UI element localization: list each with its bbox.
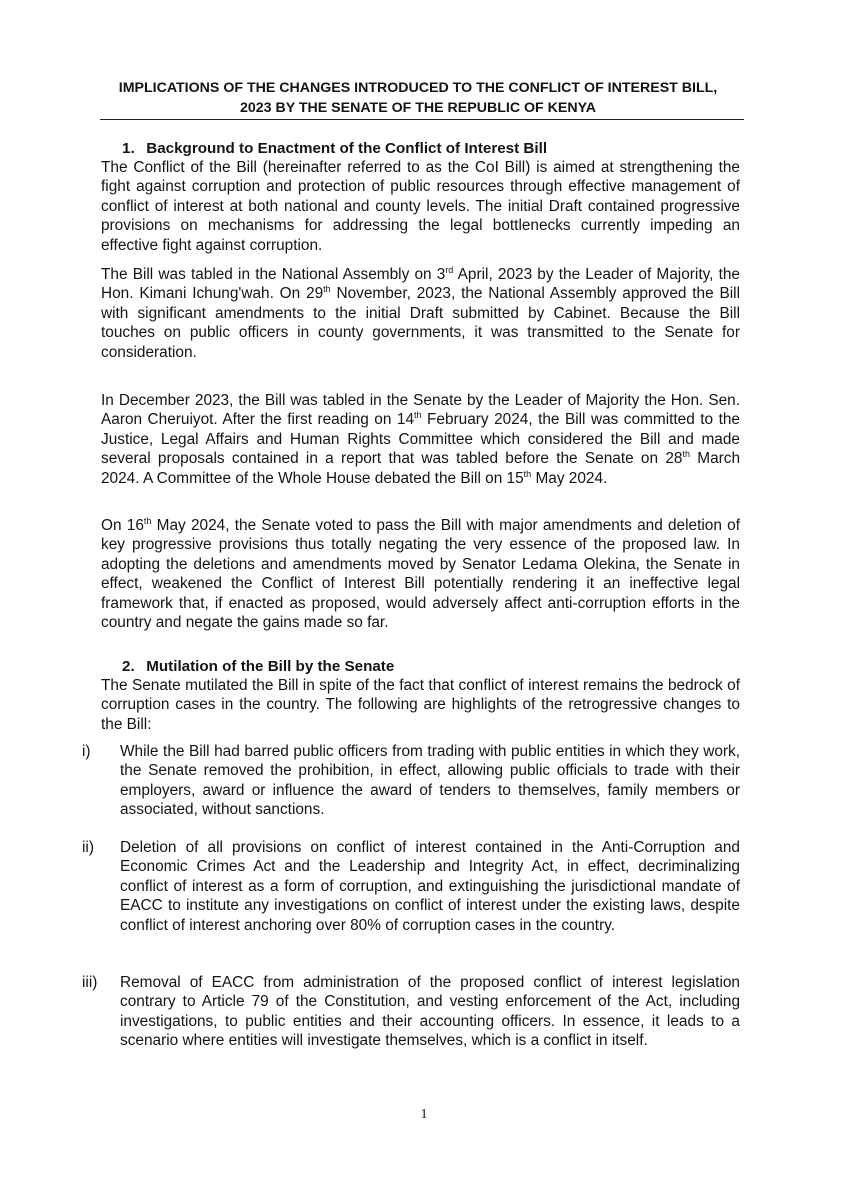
section-1-title: Background to Enactment of the Conflict of Interest Bill: [146, 140, 548, 157]
section-1-paragraph-2: The Bill was tabled in the National Assembly on 3rd April, 2023 by the Leader of Majority, the Hon. Kimani Ichung'wah. On 29th November, 2023, the National Assembly approved the Bill with significant amendments to the initial Draft submitted by Cabinet. Because the Bill touches on public officers in county governments, it was transmitted to the Senate for consideration.: [101, 264, 740, 361]
section-1-heading: [122, 139, 547, 158]
section-2-title: Mutilation of the Bill by the Senate: [146, 658, 395, 675]
section-2-heading: [122, 657, 394, 676]
list-marker: i): [82, 743, 91, 760]
list-marker: iii): [82, 974, 98, 991]
title-underline: [100, 119, 744, 120]
section-1-paragraph-3: In December 2023, the Bill was tabled in the Senate by the Leader of Majority the Hon. Sen. Aaron Cheruiyot. After the first reading on 14th February 2024, the Bill was committed to the Justice, Legal Affairs and Human Rights Committee which considered the Bill and made several proposals contained in a report that was tabled before the Senate on 28th March 2024. A Committee of the Whole House debated the Bill on 15th May 2024.: [101, 392, 741, 487]
section-2-intro: The Senate mutilated the Bill in spite of the fact that conflict of interest remains the bedrock of corruption cases in the country. The following are highlights of the retrogressive changes to the Bill:: [101, 677, 740, 733]
section-2-number: 2.: [122, 658, 135, 675]
document-title: [92, 78, 744, 118]
title-line-1: IMPLICATIONS OF THE CHANGES INTRODUCED TO THE CONFLICT OF INTEREST BILL,: [118, 80, 718, 96]
section-1-paragraph-1: The Conflict of the Bill (hereinafter referred to as the CoI Bill) is aimed at strengthening the fight against corruption and protection of public resources through effective management of conflict of interest at both national and county levels. The initial Draft contained progressive provisions on mechanisms for addressing the legal bottlenecks currently impeding an effective fight against corruption.: [101, 159, 740, 254]
section-1-paragraph-4: On 16th May 2024, the Senate voted to pass the Bill with major amendments and deletion of key progressive provisions thus totally negating the very essence of the proposed law. In adopting the deletions and amendments moved by Senator Ledama Olekina, the Senate in effect, weakened the Conflict of Interest Bill potentially rendering it an ineffective legal framework that, if enacted as proposed, would adversely affect anti-corruption efforts in the country and negate the gains made so far.: [101, 515, 740, 632]
section-1-number: 1.: [122, 140, 135, 157]
list-item-text: While the Bill had barred public officers from trading with public entities in which they work, the Senate removed the prohibition, in effect, allowing public officials to trade with their employers, award or influence the award of tenders to themselves, family members or associated, without sanctions.: [120, 743, 740, 819]
list-item-text: Removal of EACC from administration of the proposed conflict of interest legislation contrary to Article 79 of the Constitution, and vesting enforcement of the Act, including investigations, to public entities and their accounting officers. In essence, it leads to a scenario where entities will investigate themselves, which is a conflict in itself.: [120, 974, 740, 1050]
page-number: 1: [420, 1107, 428, 1122]
title-line-2: 2023 BY THE SENATE OF THE REPUBLIC OF KENYA: [239, 100, 597, 116]
list-marker: ii): [82, 839, 94, 856]
list-item-text: Deletion of all provisions on conflict of interest contained in the Anti-Corruption and Economic Crimes Act and the Leadership and Integrity Act, in effect, decriminalizing conflict of interest as a form of corruption, and extinguishing the jurisdictional mandate of EACC to institute any investigations on conflict of interest under the existing laws, despite conflict of interest anchoring over 80% of corruption cases in the country.: [120, 839, 740, 934]
